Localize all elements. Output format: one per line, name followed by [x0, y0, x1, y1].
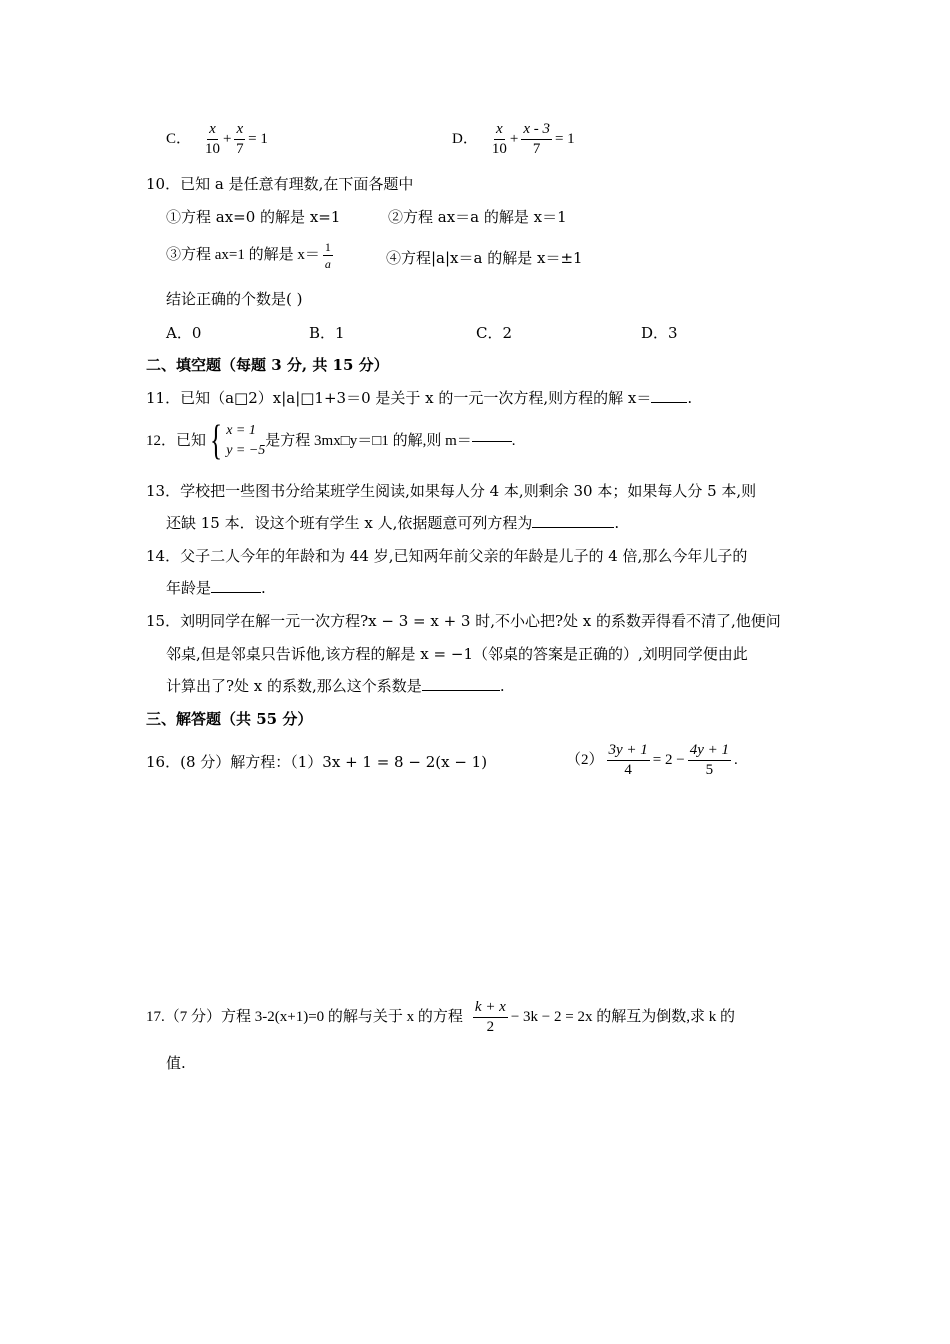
question-text-2: 是方程 3mx□y＝□1 的解,则 m＝ [265, 432, 472, 449]
q10-statement-3 [166, 241, 336, 270]
q11 [146, 391, 692, 406]
operator: + [223, 131, 232, 147]
q10-option-b: B．1 [309, 324, 345, 342]
question-text: 11．已知（a□2）x|a|□1+3＝0 是关于 x 的一元一次方程,则方程的解 x＝ [146, 389, 652, 407]
q10-conclusion: 结论正确的个数是( ) [166, 290, 303, 308]
question-text: 计算出了?处 x 的系数,那么这个系数是 [166, 677, 422, 695]
part-label: （2） [566, 752, 604, 768]
q15-line-3 [166, 679, 505, 694]
period: . [261, 579, 266, 597]
numerator: 3y + 1 [607, 743, 650, 761]
q15-line-2: 邻桌,但是邻桌只告诉他,该方程的解是 x = −1（邻桌的答案是正确的）,刘明同学便由此 [166, 645, 748, 663]
answer-blank[interactable] [532, 527, 614, 528]
question-text-2: − 3k − 2 = 2x 的解互为倒数,求 k 的 [510, 1009, 735, 1025]
rhs: = 1 [248, 131, 268, 147]
numerator: x - 3 [521, 122, 552, 140]
denominator: 7 [532, 141, 541, 157]
q13-line-2 [166, 516, 619, 531]
question-text: 年龄是 [166, 579, 212, 597]
period: . [734, 752, 738, 768]
operator: + [509, 131, 519, 147]
fraction [521, 122, 552, 157]
operator: = 2 − [652, 752, 685, 768]
period: . [614, 514, 620, 532]
q17-line-2: 值. [166, 1054, 186, 1072]
option-label: C． [166, 131, 192, 147]
fraction [205, 122, 220, 157]
q10-stem: 10．已知 a 是任意有理数,在下面各题中 [146, 175, 414, 193]
numerator: 1 [324, 240, 331, 254]
numerator: x [207, 122, 218, 140]
q13-line-1: 13．学校把一些图书分给某班学生阅读,如果每人分 4 本,则剩余 30 本；如果每人分 5 本,则 [146, 482, 757, 500]
q10-option-c: C．2 [476, 324, 513, 342]
q10-statement-1: ①方程 ax=0 的解是 x=1 [166, 208, 341, 226]
statement-text: ③方程 ax=1 的解是 x＝ [166, 247, 320, 263]
answer-blank[interactable] [651, 402, 687, 403]
question-text: 17.（7 分）方程 3-2(x+1)=0 的解与关于 x 的方程 [146, 1009, 463, 1025]
q10-statement-2: ②方程 ax＝a 的解是 x＝1 [388, 208, 567, 226]
fraction [473, 1000, 508, 1035]
q10-statement-4: ④方程|a|x＝a 的解是 x＝±1 [386, 249, 583, 267]
q15-line-1: 15．刘明同学在解一元一次方程?x − 3 = x + 3 时,不小心把?处 x 的系数弄得看不清了,他便问 [146, 612, 781, 630]
fraction [323, 241, 333, 270]
equation-system [226, 421, 265, 461]
system-line-1: x = 1 [226, 423, 256, 438]
left-brace: { [210, 418, 223, 464]
fraction [688, 743, 731, 778]
section-heading-solve: 三、解答题（共 55 分） [146, 710, 313, 728]
period: . [687, 389, 693, 407]
q10-option-a: A．0 [166, 324, 202, 342]
fraction [234, 122, 245, 157]
denominator: a [324, 257, 331, 271]
fraction [492, 122, 507, 157]
q14-line-2 [166, 581, 266, 596]
section-heading-fill-in: 二、填空题（每题 3 分, 共 15 分） [146, 356, 389, 374]
denominator: 2 [486, 1019, 495, 1035]
option-label: D． [452, 131, 478, 147]
rhs: = 1 [554, 131, 575, 147]
denominator: 7 [236, 141, 244, 157]
denominator: 10 [491, 141, 507, 157]
question-text: 还缺 15 本．设这个班有学生 x 人,依据题意可列方程为 [166, 514, 533, 532]
numerator: k + x [473, 1000, 508, 1018]
numerator: 4y + 1 [688, 743, 731, 761]
denominator: 4 [624, 762, 632, 778]
denominator: 10 [205, 141, 221, 157]
question-text: 12．已知 [146, 432, 207, 449]
answer-blank[interactable] [472, 441, 512, 442]
q16-part-1: 16．(8 分）解方程：（1）3x + 1 = 8 − 2(x − 1) [146, 753, 488, 771]
period: . [499, 677, 505, 695]
q14-line-1: 14．父子二人今年的年龄和为 44 岁,已知两年前父亲的年龄是儿子的 4 倍,那么今年儿子的 [146, 547, 748, 565]
fraction [607, 743, 650, 778]
numerator: x [494, 122, 505, 140]
q12 [146, 420, 516, 462]
system-line-2: y = −5 [226, 443, 266, 458]
answer-blank[interactable] [211, 592, 261, 593]
q9-option-d [452, 122, 575, 157]
q10-option-d: D．3 [641, 324, 678, 342]
numerator: x [234, 122, 245, 140]
period: . [511, 432, 516, 449]
q17-line-1 [146, 1000, 735, 1035]
q16-part-2 [566, 743, 738, 778]
denominator: 5 [705, 762, 714, 778]
q9-option-c [166, 122, 268, 157]
answer-blank[interactable] [422, 690, 500, 691]
